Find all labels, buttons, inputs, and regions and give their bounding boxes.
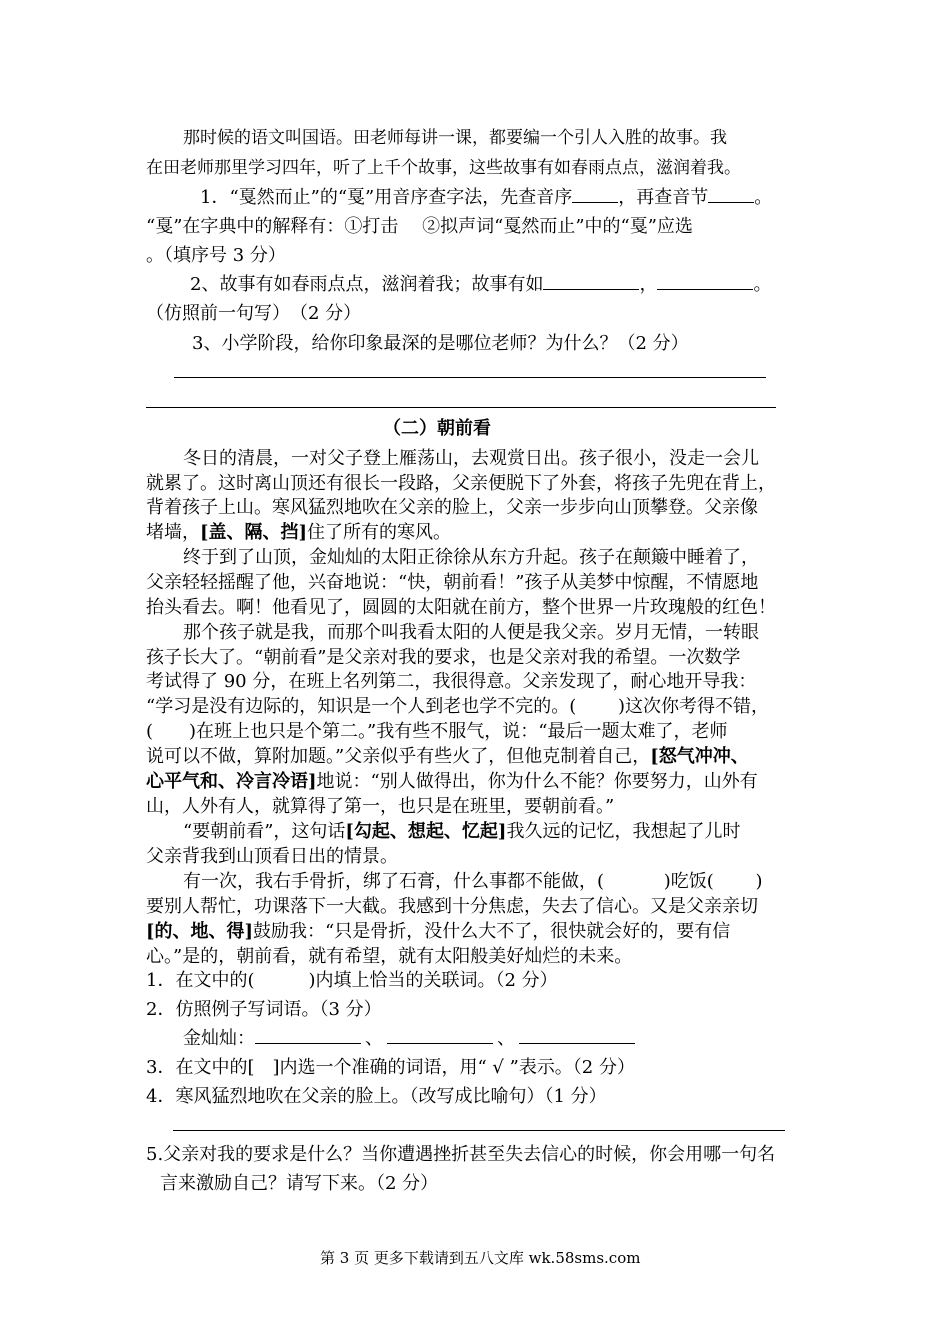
q2-text-b: ，	[639, 274, 658, 295]
q1-blank-letter[interactable]	[572, 186, 618, 203]
question-2: 2．仿照例子写词语。（3 分）	[146, 999, 382, 1020]
word-choice-1[interactable]: [盖、隔、挡]	[200, 522, 308, 543]
question-3: 3．在文中的[ ]内选一个准确的词语，用“ √ ”表示。（2 分）	[146, 1057, 635, 1078]
story-p5-l1: 有一次，我右手骨折，绑了石膏，什么事都不能做，( )吃饭( )	[183, 871, 763, 892]
question-5-l2: 言来激励自己？请写下来。（2 分）	[160, 1173, 439, 1194]
story-p2-l2: 父亲轻轻摇醒了他，兴奋地说：“快，朝前看！”孩子从美梦中惊醒，不情愿地	[146, 572, 759, 593]
story-p4-l2: 父亲背我到山顶看日出的情景。	[146, 846, 398, 867]
story-p1-l1: 冬日的清晨，一对父子登上雁荡山，去观赏日出。孩子很小，没走一会儿	[183, 448, 759, 469]
q2-text-c: 。	[753, 274, 772, 295]
word-choice-2b[interactable]: 心平气和、冷言冷语]	[146, 771, 317, 792]
q3-answer-line-1[interactable]	[174, 377, 766, 378]
story-p2-l1: 终于到了山顶，金灿灿的太阳正徐徐从东方升起。孩子在颠簸中睡着了，	[183, 547, 759, 568]
story-p1-l4	[146, 521, 451, 545]
story-p3-l2: 孩子长大了。“朝前看”是父亲对我的要求，也是父亲对我的希望。一次数学	[146, 647, 741, 668]
story-p3-l8: 山，人外有人，就算得了第一，也只是在班里，要朝前看。”	[146, 796, 615, 817]
q1-blank-syllable[interactable]	[708, 186, 754, 203]
story-p3-l1: 那个孩子就是我，而那个叫我看太阳的人便是我父亲。岁月无情，一转眼	[183, 622, 759, 643]
separator-2: 、	[497, 1028, 515, 1049]
q3-line: 3、小学阶段，给你印象最深的是哪位老师？为什么？（2 分）	[192, 333, 689, 354]
intro-line-1: 那时候的语文叫国语。田老师每讲一课，都要编一个引人入胜的故事。我	[183, 128, 727, 148]
section-title: （二）朝前看	[383, 418, 491, 439]
story-p5-l2: 要别人帮忙，功课落下一大截。我感到十分焦虑，失去了信心。又是父亲亲切	[146, 896, 758, 917]
story-p5-l3	[146, 920, 730, 944]
q1-text-b: ，再查音节	[618, 187, 709, 208]
story-p3-l6a: 说可以不做，算附加题。”父亲似乎有些火了，但他克制着自己，	[146, 746, 651, 767]
q2-blank-2[interactable]	[657, 273, 753, 290]
q2-blank-1[interactable]	[543, 273, 639, 290]
q3-answer-line-2[interactable]	[146, 407, 776, 408]
q2-line-2: （仿照前一句写） （2 分）	[146, 303, 362, 324]
q1-line-2: “戛”在字典中的解释有：①打击 ②拟声词“戛然而止”中的“戛”应选	[146, 216, 693, 237]
story-p5-l4: 心。”是的，朝前看，就有希望，就有太阳般美好灿烂的未来。	[146, 946, 633, 967]
story-p4-l1	[183, 820, 740, 844]
question-2-answers	[183, 1027, 635, 1051]
story-p4-l1a: “要朝前看”，这句话	[183, 821, 346, 842]
q2-text-a: 2、故事有如春雨点点，滋润着我；故事有如	[190, 274, 544, 295]
story-p3-l4: “学习是没有边际的，知识是一个人到老也学不完的。( )这次你考得不错，	[146, 696, 769, 717]
story-p1-l3: 背着孩子上山。寒风猛烈地吹在父亲的脸上，父亲一步步向山顶攀登。父亲像	[146, 497, 758, 518]
word-blank-1[interactable]	[255, 1027, 361, 1044]
q1-text-a: 1．“戛然而止”的“戛”用音序查字法，先查音序	[200, 187, 573, 208]
q1-text-c: 。	[754, 187, 773, 208]
intro-line-2: 在田老师那里学习四年，听了上千个故事，这些故事有如春雨点点，滋润着我。	[146, 158, 741, 178]
word-choice-2a[interactable]: [怒气冲冲、	[650, 746, 749, 767]
separator-1: 、	[365, 1028, 383, 1049]
story-p3-l6	[146, 745, 749, 769]
q4-answer-line[interactable]	[173, 1130, 785, 1131]
q2-line-1	[190, 273, 771, 297]
word-blank-2[interactable]	[387, 1027, 493, 1044]
question-1: 1．在文中的( )内填上恰当的关联词。（2 分）	[146, 970, 558, 991]
word-choice-3[interactable]: [勾起、想起、忆起]	[345, 821, 507, 842]
page-footer: 第 3 页 更多下载请到五八文库 wk.58sms.com	[320, 1249, 641, 1267]
word-choice-4[interactable]: [的、地、得]	[146, 921, 254, 942]
word-blank-3[interactable]	[519, 1027, 635, 1044]
story-p4-l1c: 我久远的记忆，我想起了儿时	[506, 821, 741, 842]
q1-line-3: 。（填序号 3 分）	[146, 245, 286, 266]
story-p3-l5: ( )在班上也只是个第二。”我有些不服气，说：“最后一题太难了，老师	[146, 721, 728, 742]
question-4: 4．寒风猛烈地吹在父亲的脸上。（改写成比喻句）（1 分）	[146, 1086, 607, 1107]
story-p2-l3: 抬头看去。啊！他看见了，圆圆的太阳就在前方，整个世界一片玫瑰般的红色！	[146, 597, 776, 618]
q1-line-1	[200, 186, 772, 210]
question-5-l1: 5.父亲对我的要求是什么？当你遭遇挫折甚至失去信心的时候，你会用哪一句名	[146, 1144, 776, 1165]
story-p3-l7b: 地说：“别人做得出，你为什么不能？你要努力，山外有	[316, 771, 758, 792]
story-p3-l7	[146, 770, 758, 794]
story-p1-l4c: 住了所有的寒风。	[307, 522, 452, 543]
story-p5-l3b: 鼓励我：“只是骨折，没什么大不了，很快就会好的，要有信	[253, 921, 731, 942]
example-word: 金灿灿：	[183, 1028, 255, 1049]
story-p1-l4a: 堵墙，	[146, 522, 200, 543]
story-p1-l2: 就累了。这时离山顶还有很长一段路，父亲便脱下了外套，将孩子先兜在背上，	[146, 473, 776, 494]
story-p3-l3: 考试得了 90 分，在班上名列第二，我很得意。父亲发现了，耐心地开导我：	[146, 671, 757, 692]
